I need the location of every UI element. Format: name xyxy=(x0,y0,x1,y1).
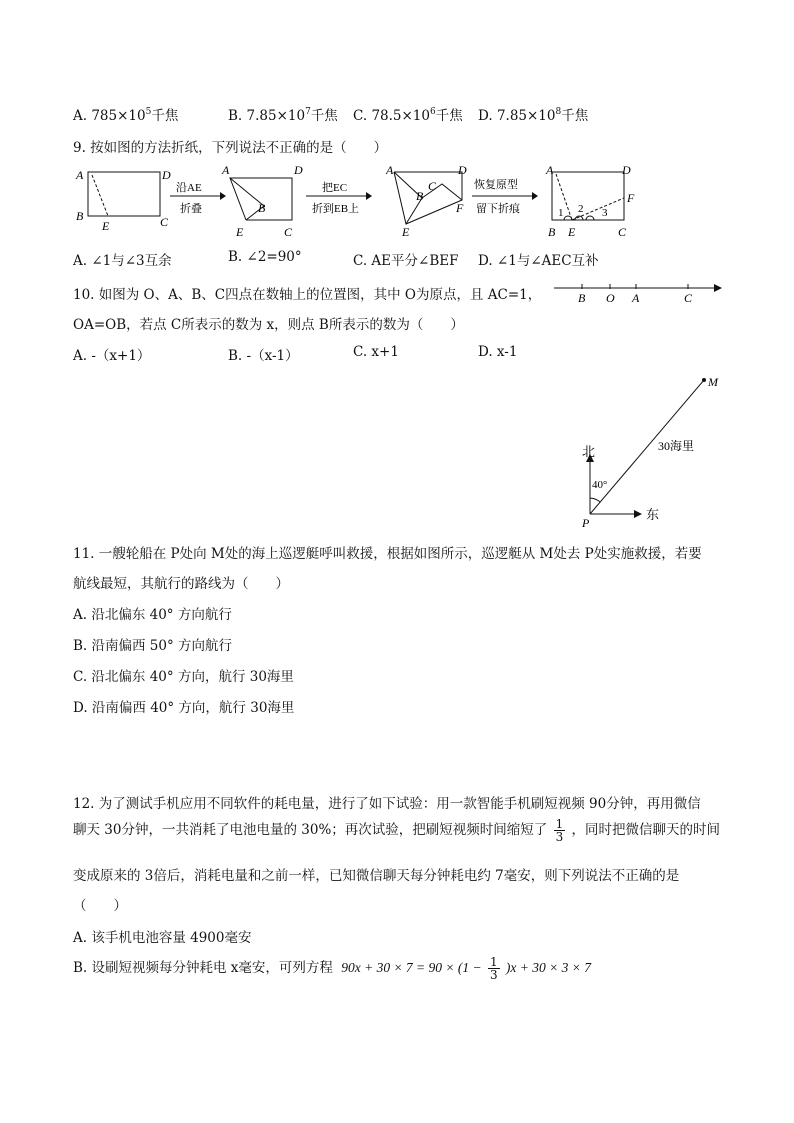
q12-line3: 变成原来的 3倍后，消耗电量和之前一样，已知微信聊天每分钟耗电约 7毫安，则下列说法不正确的是 xyxy=(73,868,680,884)
option-key: C. xyxy=(353,108,372,124)
q8-option-d xyxy=(478,104,588,124)
q11-option-a: A. 沿北偏东 40° 方向航行 xyxy=(73,607,232,623)
q10-line1: 10. 如图为 O、A、B、C四点在数轴上的位置图，其中 O为原点，且 AC=1， xyxy=(73,287,542,303)
axis-label-a: A xyxy=(632,291,640,305)
label-d: D xyxy=(622,163,631,177)
q8-option-b xyxy=(228,104,338,124)
north-label: 北 xyxy=(582,444,596,459)
arrow3-bottom: 留下折痕 xyxy=(476,203,520,215)
label-c: C xyxy=(618,225,627,239)
q9-option-b: B. ∠2=90° xyxy=(228,249,302,265)
option-exponent: 7 xyxy=(305,107,311,117)
q12-option-b-text: B. 设刷短视频每分钟耗电 x毫安，可列方程 xyxy=(73,960,333,976)
q9-folding-figure xyxy=(70,160,660,242)
q8-option-c xyxy=(353,104,463,124)
fraction-denominator: 3 xyxy=(555,830,564,844)
label-b: B xyxy=(416,189,424,203)
label-d: D xyxy=(162,168,171,182)
option-unit: 千焦 xyxy=(310,108,338,124)
label-f: F xyxy=(456,201,464,215)
label-c: C xyxy=(428,179,437,193)
label-a: A xyxy=(76,168,84,182)
fraction-numerator: 1 xyxy=(489,955,498,969)
option-exponent: 6 xyxy=(430,107,436,117)
label-b: B xyxy=(548,225,556,239)
q11-line1: 11. 一艘轮船在 P处向 M处的海上巡逻艇呼叫救援，根据如图所示，巡逻艇从 M处去 P处实施救援，若要 xyxy=(73,546,702,562)
q11-option-c: C. 沿北偏东 40° 方向，航行 30海里 xyxy=(73,669,294,685)
angle-label: 40° xyxy=(592,479,608,491)
label-c: C xyxy=(284,225,293,239)
label-d: D xyxy=(458,163,467,177)
q12-line1: 12. 为了测试手机应用不同软件的耗电量，进行了如下试验：用一款智能手机刷短视频 90分钟，再用微信 xyxy=(73,796,701,812)
q10-option-d: D. x-1 xyxy=(478,344,518,360)
label-a: A xyxy=(222,163,230,177)
q10-option-a: A. -（x+1） xyxy=(73,348,151,364)
arrow2-bottom: 折到EB上 xyxy=(312,203,360,215)
q10-option-b: B. -（x-1） xyxy=(228,348,299,364)
axis-label-c: C xyxy=(684,291,693,305)
label-2: 2 xyxy=(578,203,584,215)
option-exponent: 5 xyxy=(145,107,152,117)
arrow2-top: 把EC xyxy=(322,182,348,194)
equation-right: )x + 30 × 3 × 7 xyxy=(505,960,591,975)
label-c: C xyxy=(160,215,169,229)
option-mantissa: 7.85×10 xyxy=(246,108,306,124)
option-key: A. xyxy=(73,108,92,124)
arrow3-top: 恢复原型 xyxy=(474,179,518,191)
east-label: 东 xyxy=(646,507,660,522)
q11-option-b: B. 沿南偏西 50° 方向航行 xyxy=(73,638,233,654)
label-b: B xyxy=(258,201,266,215)
label-d: D xyxy=(294,163,303,177)
q12-line2 xyxy=(73,818,720,843)
label-e: E xyxy=(102,219,110,233)
label-e: E xyxy=(568,225,576,239)
distance-label: 30海里 xyxy=(658,439,695,453)
label-f: F xyxy=(627,191,635,205)
q10-line2: OA=OB，若点 C所表示的数为 x，则点 B所表示的数为（ ） xyxy=(73,317,464,333)
fraction-one-third xyxy=(554,818,566,843)
fraction-numerator: 1 xyxy=(555,817,564,831)
q11-bearing-figure xyxy=(570,370,730,530)
arrow1-top: 沿AE xyxy=(176,182,202,194)
q11-line2: 航线最短，其航行的路线为（ ） xyxy=(73,576,289,592)
option-mantissa: 785×10 xyxy=(91,108,146,124)
label-a: A xyxy=(546,163,554,177)
option-exponent: 8 xyxy=(555,107,562,117)
arrow1-bottom: 折叠 xyxy=(180,203,202,215)
label-1: 1 xyxy=(558,207,564,219)
equation-left: 90x + 30 × 7 = 90 × (1 − xyxy=(341,960,482,975)
label-e: E xyxy=(236,225,244,239)
q9-option-d: D. ∠1与∠AEC互补 xyxy=(478,253,599,269)
q9-option-c: C. AE平分∠BEF xyxy=(353,253,459,269)
q12-option-a: A. 该手机电池容量 4900毫安 xyxy=(73,930,252,946)
label-e: E xyxy=(402,225,410,239)
label-3: 3 xyxy=(602,207,608,219)
option-unit: 千焦 xyxy=(151,108,179,124)
q12-line2-part-b: ，同时把微信聊天的时间 xyxy=(571,822,721,838)
q10-option-c: C. x+1 xyxy=(353,344,399,360)
option-key: B. xyxy=(228,108,247,124)
q12-option-b xyxy=(73,956,591,981)
option-mantissa: 7.85×10 xyxy=(496,108,556,124)
option-key: D. xyxy=(478,108,497,124)
q12-line4: （ ） xyxy=(73,898,127,914)
point-m-label: M xyxy=(708,375,718,389)
label-b: B xyxy=(76,209,84,223)
label-a: A xyxy=(386,163,394,177)
point-p-label: P xyxy=(582,516,590,530)
axis-label-b: B xyxy=(578,291,586,305)
q9-stem: 9. 按如图的方法折纸，下列说法不正确的是（ ） xyxy=(73,140,388,156)
q10-number-line xyxy=(552,278,724,306)
fraction-denominator: 3 xyxy=(489,968,498,982)
option-unit: 千焦 xyxy=(435,108,463,124)
option-mantissa: 78.5×10 xyxy=(371,108,430,124)
fraction-one-third xyxy=(488,956,500,981)
option-unit: 千焦 xyxy=(561,108,589,124)
q11-option-d: D. 沿南偏西 40° 方向，航行 30海里 xyxy=(73,700,295,716)
q8-option-a xyxy=(73,104,178,124)
q12-line2-part-a: 聊天 30分钟，一共消耗了电池电量的 30%；再次试验，把刷短视频时间缩短了 xyxy=(73,822,548,838)
q9-option-a: A. ∠1与∠3互余 xyxy=(73,253,172,269)
axis-label-o: O xyxy=(606,291,615,305)
